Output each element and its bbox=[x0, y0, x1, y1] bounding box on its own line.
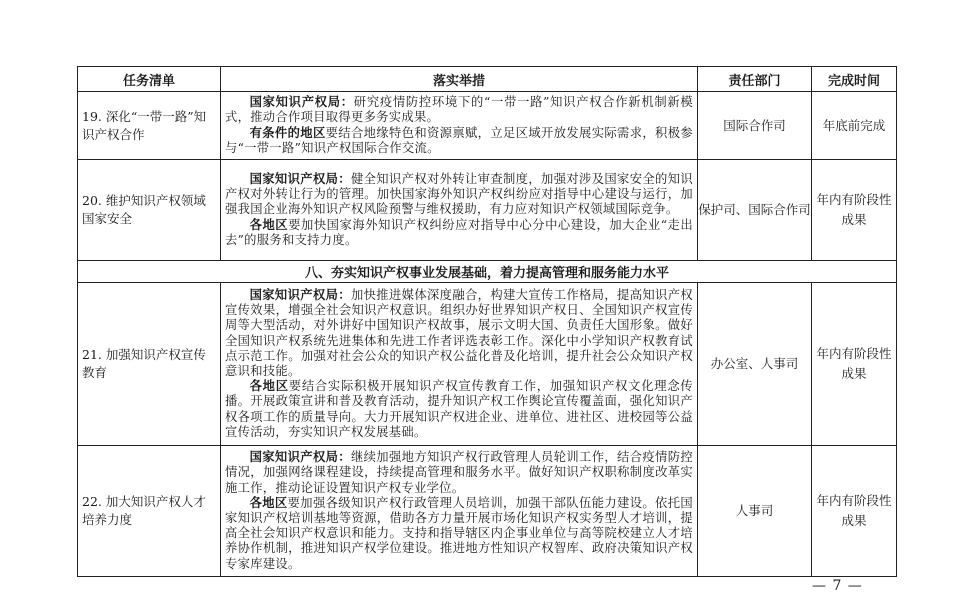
task-table bbox=[77, 66, 897, 577]
measure-paragraph bbox=[225, 379, 693, 440]
agency-label: 各地区 bbox=[249, 495, 288, 510]
deadline-cell: 年内有阶段性成果 bbox=[812, 446, 897, 577]
measure-paragraph bbox=[225, 126, 693, 156]
task-name: 21. 加强知识产权宣传教育 bbox=[78, 283, 221, 446]
measure-text: 要加强各级知识产权行政管理人员培训，加强干部队伍能力建设。依托国家知识产权培训基地等资源，借助各方力量开展市场化知识产权实务型人才培训，提高全社会知识产权意识和能力。支持和指导辖区内企事业单位与高等院校建立人才培养协作机制，推进知识产权学位建设。推进地方性知识产权智库、政府决策知识产权专家库建设。 bbox=[225, 495, 693, 571]
agency-label: 各地区 bbox=[249, 379, 289, 394]
table-row bbox=[78, 283, 897, 446]
task-name: 19. 深化“一带一路”知识产权合作 bbox=[78, 92, 221, 160]
measure-text: 研究疫情防控环境下的“一带一路”知识产权合作新机制新模式，推动合作项目取得更多务实成果。 bbox=[225, 95, 693, 125]
measure-text: 要结合地缘特色和资源禀赋，立足区域开放发展实际需求，积极参与“一带一路”知识产权国际合作交流。 bbox=[225, 125, 693, 155]
agency-label: 国家知识产权局： bbox=[249, 287, 351, 302]
measures-cell bbox=[221, 446, 698, 577]
table-row bbox=[78, 160, 897, 261]
agency-label: 国家知识产权局： bbox=[249, 95, 354, 110]
measures-cell bbox=[221, 92, 698, 160]
deadline-cell: 年内有阶段性成果 bbox=[812, 160, 897, 261]
header-department: 责任部门 bbox=[698, 67, 812, 92]
deadline-cell: 年底前完成 bbox=[812, 92, 897, 160]
task-name: 22. 加大知识产权人才培养力度 bbox=[78, 446, 221, 577]
department-cell: 国际合作司 bbox=[698, 92, 812, 160]
agency-label: 各地区 bbox=[249, 217, 289, 232]
department-cell: 办公室、人事司 bbox=[698, 283, 812, 446]
table-row bbox=[78, 446, 897, 577]
measure-paragraph bbox=[225, 288, 693, 379]
measure-text: 加快推进媒体深度融合，构建大宣传工作格局，提高知识产权宣传效果，增强全社会知识产权意识。组织办好世界知识产权日、全国知识产权宣传周等大型活动，对外讲好中国知识产权故事，展示文明大国、负责任大国形象。做好全国知识产权系统先进集体和先进工作者评选表彰工作。深化中小学知识产权教育试点示范工作。加强对社会公众的知识产权公益化普及化培训，提升社会公众知识产权意识和技能。 bbox=[225, 287, 693, 378]
header-measures: 落实举措 bbox=[221, 67, 698, 92]
measures-cell bbox=[221, 160, 698, 261]
measure-text: 继续加强地方知识产权行政管理人员轮训工作，结合疫情防控情况，加强网络课程建设，持续提高管理和服务水平。做好知识产权职称制度改革实施工作，推动论证设置知识产权专业学位。 bbox=[225, 450, 693, 495]
measure-paragraph bbox=[225, 496, 693, 572]
table-header-row bbox=[78, 67, 897, 92]
section-heading: 八、夯实知识产权事业发展基础，着力提高管理和服务能力水平 bbox=[78, 261, 897, 283]
table-row bbox=[78, 92, 897, 160]
deadline-cell: 年内有阶段性成果 bbox=[812, 283, 897, 446]
department-cell: 人事司 bbox=[698, 446, 812, 577]
measure-paragraph bbox=[225, 95, 693, 125]
agency-label: 国家知识产权局： bbox=[249, 171, 351, 186]
measure-text: 要结合实际积极开展知识产权宣传教育工作，加强知识产权文化理念传播。开展政策宣讲和普及教育活动，提升知识产权工作舆论宣传覆盖面，强化知识产权各项工作的质量导向。大力开展知识产权进企业、进单位、进社区、进校园等公益宣传活动，夯实知识产权发展基础。 bbox=[225, 379, 693, 439]
task-name: 20. 维护知识产权领域国家安全 bbox=[78, 160, 221, 261]
measure-paragraph bbox=[225, 172, 693, 218]
header-task: 任务清单 bbox=[78, 67, 221, 92]
section-row bbox=[78, 261, 897, 283]
department-cell: 保护司、国际合作司 bbox=[698, 160, 812, 261]
measure-paragraph bbox=[225, 218, 693, 248]
agency-label: 国家知识产权局： bbox=[249, 450, 351, 465]
page-number: — 7 — bbox=[812, 578, 863, 594]
measure-paragraph bbox=[225, 450, 693, 496]
header-deadline: 完成时间 bbox=[812, 67, 897, 92]
agency-label: 有条件的地区 bbox=[249, 125, 326, 140]
measures-cell bbox=[221, 283, 698, 446]
measure-text: 健全知识产权对外转让审查制度，加强对涉及国家安全的知识产权对外转让行为的管理。加快国家海外知识产权纠纷应对指导中心建设与运行，加强我国企业海外知识产权风险预警与维权援助，有力应对知识产权领域国际竞争。 bbox=[225, 171, 693, 217]
measure-text: 要加快国家海外知识产权纠纷应对指导中心分中心建设，加大企业“走出去”的服务和支持力度。 bbox=[225, 217, 693, 247]
